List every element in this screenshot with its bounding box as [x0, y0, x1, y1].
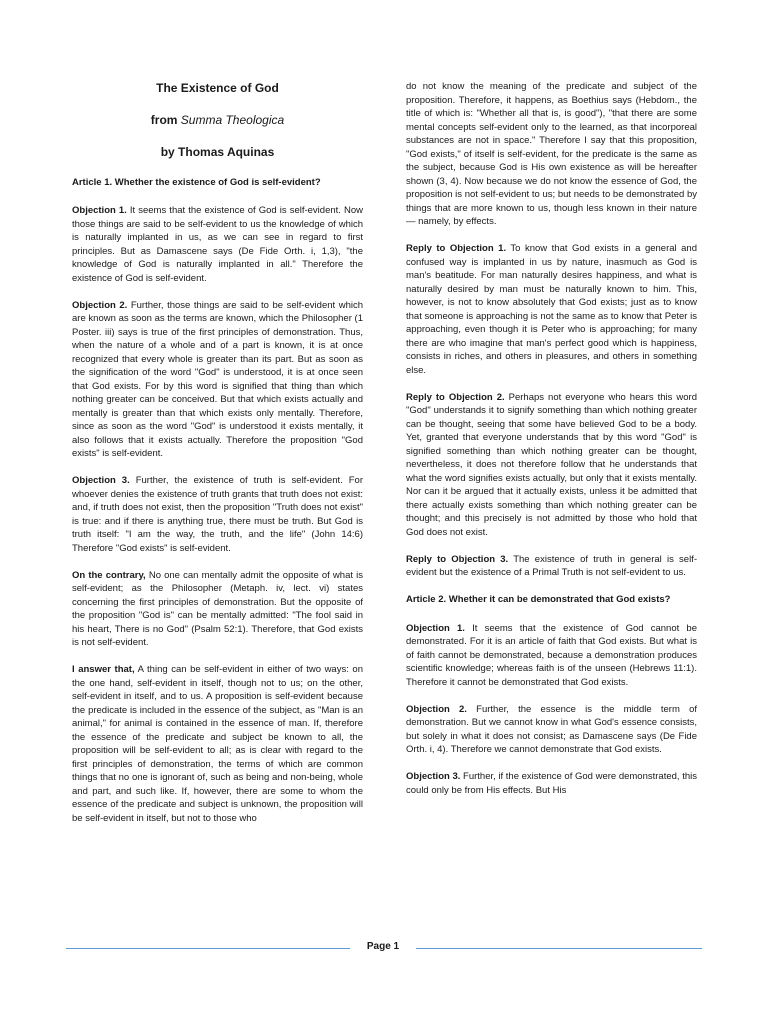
paragraph-text: Further, if the existence of God were demonstrated, this could only be from His effects. But His	[406, 771, 697, 796]
paragraph-label: Reply to Objection 1.	[406, 243, 507, 254]
paragraph-text: Further, the existence of truth is self-evident. For whoever denies the existence of truth grants that truth does not exist: and, if truth does not exist, then the proposition "Truth does not exist" is true: and if there is anything true, there must be truth. But God is truth itself: "I am the way, the truth, and the life" (John 14:6) Therefore "God exists" is self-evident.	[72, 475, 363, 554]
paragraph-label: Objection 2.	[406, 703, 467, 715]
paragraph-text: Further, those things are said to be self-evident which are known as soon as the terms are known, which the Philosopher (1 Poster. iii) says is true of the first principles of demonstration. Thus, when the nature of a whole and of a part is known, it is at once recognized that every whole is greater than its part. But as soon as the signification of the word "God" is understood, it is at once seen that God exists. For by this word is signified that thing than which nothing greater can be conceived. But that which exists actually and mentally is greater than that which exists only mentally. Therefore, since as soon as the word "God" is understood it exists mentally, it also follows that it exists actually. Therefore the proposition "God exists" is self-evident.	[72, 299, 363, 459]
paragraph-label: Objection 1.	[406, 622, 465, 634]
document-author: by Thomas Aquinas	[160, 145, 275, 159]
paragraph-label: Objection 3.	[72, 475, 130, 486]
paragraph	[406, 242, 697, 377]
paragraph-text: To know that God exists in a general and confused way is implanted in us by nature, inasmuch as God is man's beatitude. For man naturally desires happiness, and what is naturally desired by man must be naturally known to him. This, however, is not to know absolutely that God exists; just as to know that someone is approaching is not the same as to know that Peter is approaching, even though it is Peter who is approaching; for many there are who imagine that man's perfect good which is happiness, consists in riches, and others in pleasures, and others in something else.	[406, 243, 697, 376]
paragraph	[72, 569, 363, 650]
title-block	[72, 82, 363, 160]
footer-rule-left	[66, 948, 350, 949]
paragraph-text: It seems that the existence of God is self-evident. Now those things are said to be self-evident to us the knowledge of which is naturally implanted in us, as we can see in regard to first principles. But as Damascene says (De Fide Orth. i, 1,3), "the knowledge of God is naturally implanted in all." Therefore the existence of God is self-evident.	[72, 205, 363, 284]
paragraph-label: On the contrary,	[72, 569, 146, 581]
paragraph-text: A thing can be self-evident in either of two ways: on the one hand, self-evident in itself, though not to us; on the other, self-evident in itself, and to us. A proposition is self-evident because the predicate is included in the essence of the subject, as "Man is an animal," for animal is contained in the essence of man. If, therefore the essence of the predicate and subject be known to all, the proposition will be self-evident to all; as is clear with regard to the first principles of demonstration, the terms of which are common things that no one is ignorant of, such as being and non-being, whole and part, and such like. If, however, there are some to whom the essence of the predicate and subject is unknown, the proposition will be self-evident in itself, but not to those who	[72, 664, 363, 824]
article-2-heading: Article 2. Whether it can be demonstrated that God exists?	[406, 594, 671, 605]
paragraph	[406, 703, 697, 757]
paragraph-label: Objection 1.	[72, 205, 127, 216]
document-source	[72, 114, 363, 128]
paragraph	[406, 553, 697, 580]
paragraph	[406, 770, 697, 797]
paragraph-text: Further, the essence is the middle term of demonstration. But we cannot know in what God's essence consists, but solely in what it does not consist; as Damascene says (De Fide Orth. i, 4). Therefore we cannot demonstrate that God exists.	[406, 703, 697, 755]
paragraph-label: Reply to Objection 3.	[406, 553, 509, 565]
left-column	[72, 80, 363, 839]
paragraph	[406, 622, 697, 690]
paragraph-text: Perhaps not everyone who hears this word "God" understands it to signify something than which nothing greater can be thought, seeing that some have believed God to be a body. Yet, granted that everyone understands that by this word "God" is signified something than which nothing greater can be thought, nevertheless, it does not therefore follow that he understands that what the word signifies exists actually, but only that it exists mentally. Nor can it be argued that it actually exists, unless it be admitted that there actually exists something than which nothing greater can be thought; and this precisely is not admitted by those who hold that God does not exist.	[406, 391, 697, 538]
paragraph-label: Objection 2.	[72, 299, 128, 311]
paragraph-label: Reply to Objection 2.	[406, 391, 505, 403]
paragraph-label: I answer that,	[72, 664, 135, 675]
continuation-paragraph: do not know the meaning of the predicate and subject of the proposition. Therefore, it happens, as Boethius says (Hebdom., the title of which is: "Whether all that is, is good"), "that there are some mental concepts self-evident only to the learned, as that incorporeal substances are not in space." Therefore I say that this proposition, "God exists," of itself is self-evident, for the predicate is the same as the subject, because God is His own existence as will be hereafter shown (3, 4). Now because we do not know the essence of God, the proposition is not self-evident to us; but needs to be demonstrated by things that are more known to us, though less known in their nature — namely, by effects.	[406, 81, 697, 227]
document-title: The Existence of God	[156, 81, 279, 95]
article-1-heading: Article 1. Whether the existence of God is self-evident?	[72, 176, 321, 188]
source-work-title: Summa Theologica	[180, 112, 285, 127]
paragraph	[72, 299, 363, 461]
paragraph-text: No one can mentally admit the opposite of what is self-evident; as the Philosopher (Metaph. iv, lect. vi) states concerning the first principles of demonstration. But the opposite of the proposition "God is" can be mentally admitted: "The fool said in his heart, There is no God" (Psalm 52:1). Therefore, that God exists is not self-evident.	[72, 569, 363, 648]
paragraph-text: It seems that the existence of God cannot be demonstrated. For it is an article of faith that God exists. But what is of faith cannot be demonstrated, because a demonstration produces scientific knowledge; whereas faith is of the unseen (Hebrews 11:1). Therefore it cannot be demonstrated that God exists.	[406, 622, 697, 688]
source-prefix: from	[150, 112, 181, 127]
page-number: Page 1	[366, 941, 400, 952]
paragraph	[72, 204, 363, 285]
footer-rule-right	[416, 948, 702, 949]
paragraph	[72, 663, 363, 825]
paragraph-label: Objection 3.	[406, 771, 461, 782]
paragraph	[72, 474, 363, 555]
paragraph	[406, 391, 697, 540]
right-column	[406, 80, 697, 811]
paragraph-text: The existence of truth in general is self-evident but the existence of a Primal Truth is not self-evident to us.	[406, 553, 697, 578]
